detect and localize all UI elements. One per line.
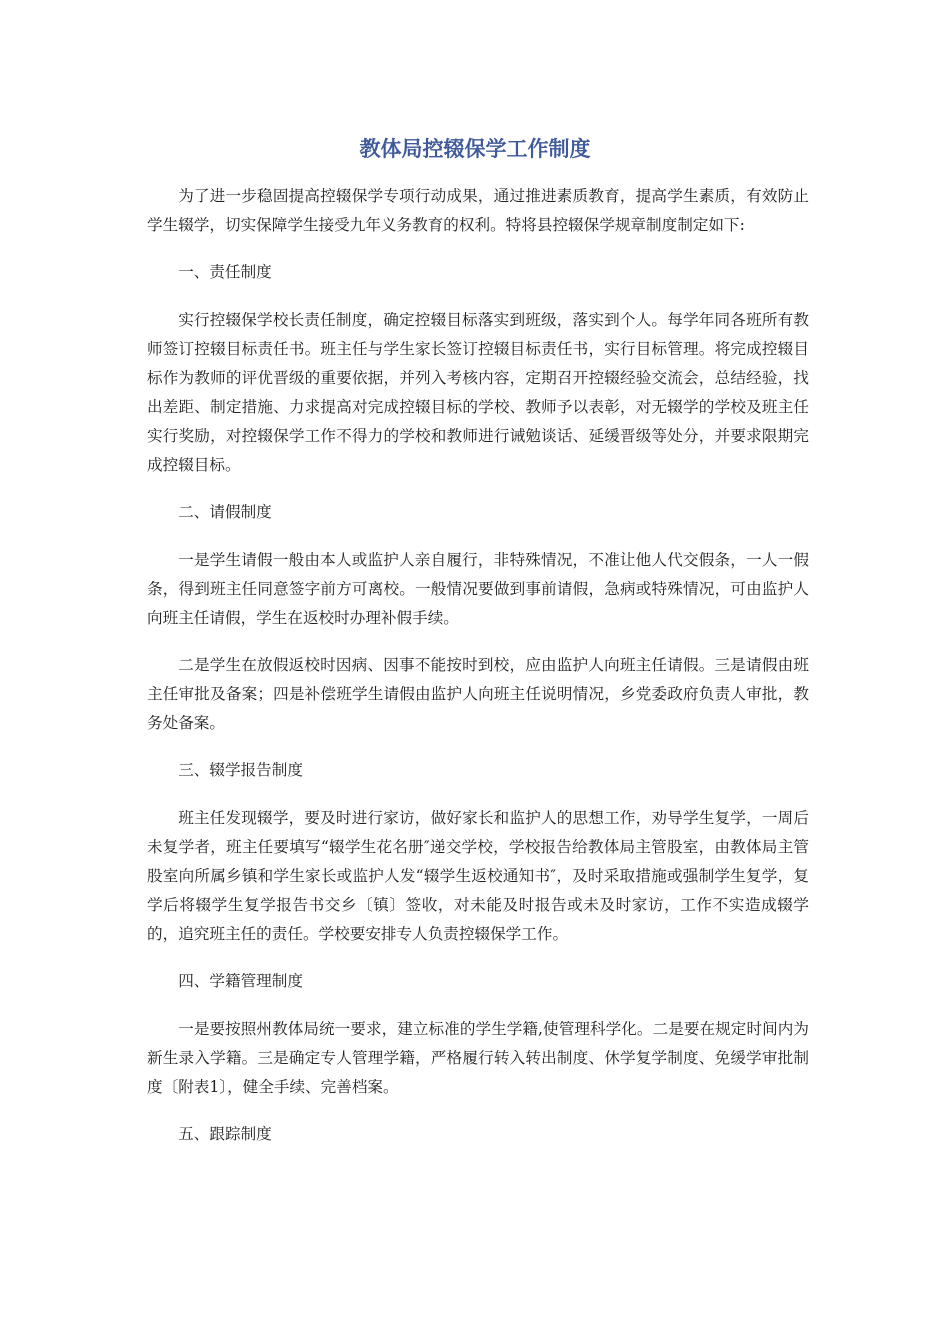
section-heading-leave: 二、请假制度 [178, 503, 272, 521]
section-paragraph: 一是学生请假一般由本人或监护人亲自履行，非特殊情况，不准让他人代交假条，一人一假条，得到班主任同意签字前方可离校。一般情况要做到事前请假，急病或特殊情况，可由监护人向班主任请假，学生在返校时办理补假手续。 [147, 551, 809, 627]
section-paragraph: 二是学生在放假返校时因病、因事不能按时到校，应由监护人向班主任请假。三是请假由班主任审批及备案；四是补偿班学生请假由监护人向班主任说明情况，乡党委政府负责人审批，教务处备案。 [147, 656, 809, 732]
document-body [147, 182, 809, 1168]
section-paragraph: 实行控辍保学校长责任制度，确定控辍目标落实到班级，落实到个人。每学年同各班所有教师签订控辍目标责任书。班主任与学生家长签订控辍目标责任书，实行目标管理。将完成控辍目标作为教师的评优晋级的重要依据，并列入考核内容，定期召开控辍经验交流会，总结经验，找出差距、制定措施、力求提高对完成控辍目标的学校、教师予以表彰，对无辍学的学校及班主任实行奖励，对控辍保学工作不得力的学校和教师进行诫勉谈话、延缓晋级等处分，并要求限期完成控辍目标。 [147, 311, 809, 474]
section-heading-enrollment: 四、学籍管理制度 [178, 972, 303, 990]
intro-paragraph: 为了进一步稳固提高控辍保学专项行动成果，通过推进素质教育，提高学生素质，有效防止学生辍学，切实保障学生接受九年义务教育的权利。特将县控辍保学规章制度制定如下: [147, 187, 809, 234]
document-title: 教体局控辍保学工作制度 [359, 137, 591, 161]
section-paragraph: 班主任发现辍学，要及时进行家访，做好家长和监护人的思想工作，劝导学生复学，一周后未复学者，班主任要填写“辍学生花名册″递交学校，学校报告给教体局主管股室，由教体局主管股室向所属乡镇和学生家长或监护人发“辍学生返校通知书″，及时采取措施或强制学生复学，复学后将辍学生复学报告书交乡〔镇〕签收，对未能及时报告或未及时家访，工作不实造成辍学的，追究班主任的责任。学校要安排专人负责控辍保学工作。 [147, 809, 809, 943]
section-heading-dropout-report: 三、辍学报告制度 [178, 761, 303, 779]
section-heading-responsibility: 一、责任制度 [178, 263, 272, 281]
section-heading-tracking: 五、跟踪制度 [178, 1125, 272, 1143]
section-paragraph: 一是要按照州教体局统一要求，建立标准的学生学籍,使管理科学化。二是要在规定时间内为新生录入学籍。三是确定专人管理学籍，严格履行转入转出制度、休学复学制度、免缓学审批制度〔附表1〕，健全手续、完善档案。 [147, 1020, 809, 1096]
